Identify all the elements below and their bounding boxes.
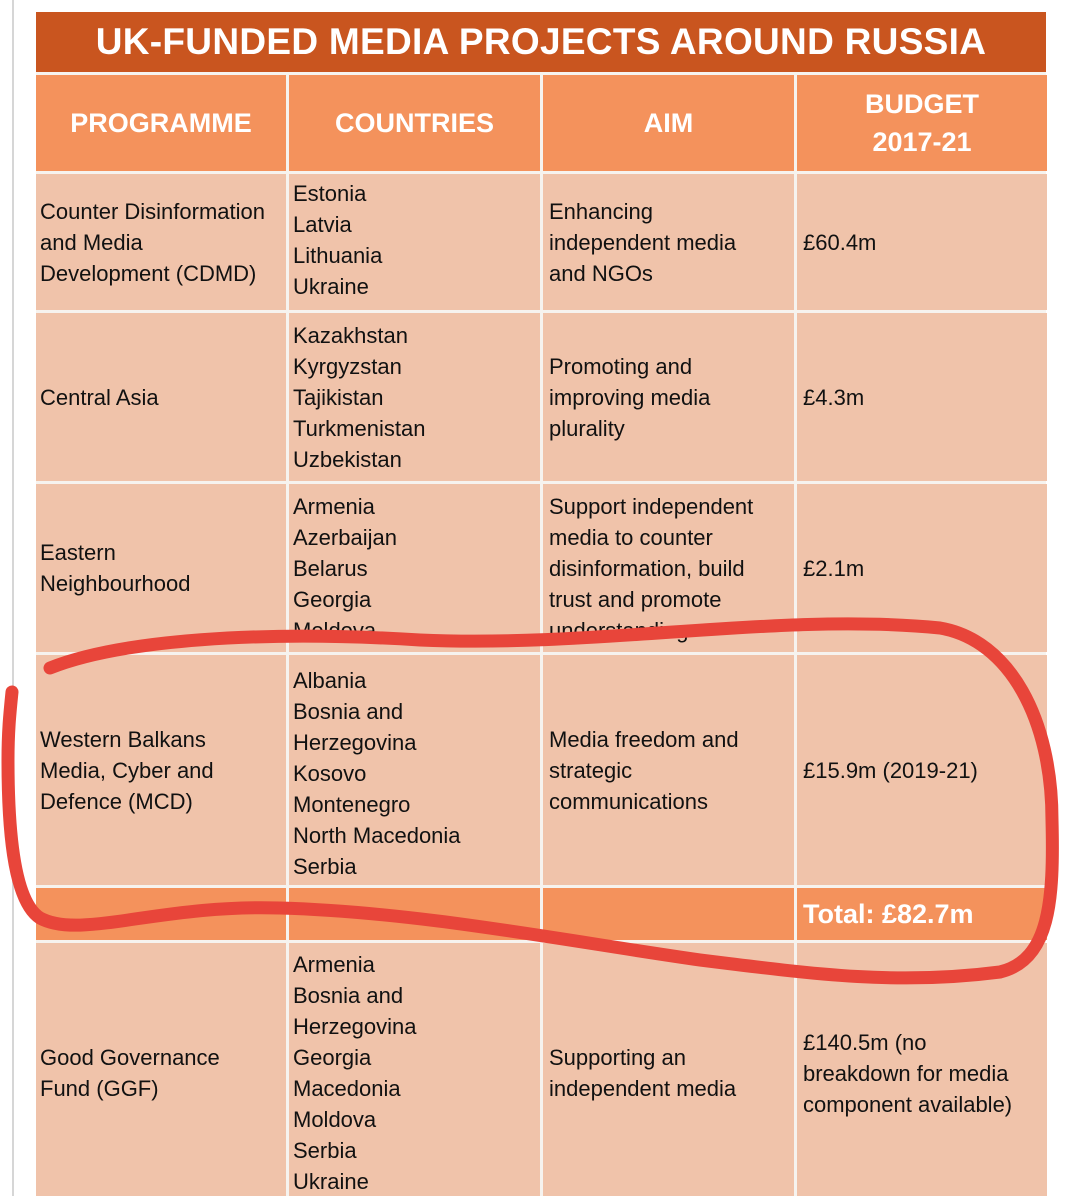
cell-line: component available): [803, 1091, 1013, 1117]
cell-line: strategic: [549, 757, 633, 783]
country-item: Kyrgyzstan: [293, 353, 402, 379]
cell-budget-western-balkans: [797, 655, 1047, 885]
country-item: Uzbekistan: [293, 446, 402, 472]
cell-line: Western Balkans: [40, 726, 206, 752]
total-row-blank-3: [543, 888, 794, 940]
country-item: Ukraine: [293, 274, 369, 299]
left-margin-rule: [12, 0, 14, 1196]
cell-countries-central-asia: [289, 313, 540, 481]
cell-line: Enhancing: [549, 198, 653, 224]
cell-line: Development (CDMD): [40, 260, 257, 286]
cell-budget-cdmd: [797, 174, 1047, 310]
cell-countries-ggf: [289, 943, 540, 1196]
country-item: Armenia: [293, 493, 375, 519]
country-item: Serbia: [293, 853, 357, 879]
cell-line: independent media: [549, 1076, 737, 1101]
country-item: Estonia: [293, 181, 367, 206]
table-title: UK-FUNDED MEDIA PROJECTS AROUND RUSSIA: [36, 12, 1046, 72]
cell-aim-central-asia: [543, 313, 794, 481]
country-item: Kosovo: [293, 760, 367, 786]
cell-programme-ggf: [36, 943, 286, 1196]
cell-line: Fund (GGF): [40, 1076, 159, 1101]
cell-aim-ggf: [543, 943, 794, 1196]
header-programme: PROGRAMME: [36, 75, 286, 171]
country-item: Herzegovina: [293, 1014, 417, 1039]
country-item: Moldova: [293, 1107, 377, 1132]
cell-line: communications: [549, 788, 708, 814]
cell-countries-eastern-neighbourhood: [289, 484, 540, 652]
country-item: Bosnia and: [293, 698, 404, 724]
cell-budget-ggf: [797, 943, 1047, 1196]
cell-line: and Media: [40, 229, 143, 255]
cell-line: Counter Disinformation: [40, 198, 265, 224]
country-item: Belarus: [293, 555, 368, 581]
cell-line: Media freedom and: [549, 726, 739, 752]
header-budget-line1: BUDGET: [865, 89, 979, 119]
cell-line: Support independent: [549, 493, 754, 519]
header-budget-line2: 2017-21: [872, 127, 972, 157]
country-item: Georgia: [293, 586, 372, 612]
header-countries: COUNTRIES: [289, 75, 540, 171]
total-cell: [797, 888, 1047, 940]
cell-programme-eastern-neighbourhood: [36, 484, 286, 652]
cell-line: and NGOs: [549, 260, 653, 286]
cell-budget-eastern-neighbourhood: [797, 484, 1047, 652]
cell-line: understanding: [549, 617, 689, 643]
country-item: Bosnia and: [293, 983, 404, 1008]
country-item: Serbia: [293, 1138, 357, 1163]
total-row-blank-1: [36, 888, 286, 940]
country-item: Armenia: [293, 952, 375, 977]
country-item: Latvia: [293, 212, 352, 237]
cell-budget-central-asia: [797, 313, 1047, 481]
cell-programme-central-asia: [36, 313, 286, 481]
header-aim: AIM: [543, 75, 794, 171]
cell-line: Promoting and: [549, 353, 693, 379]
country-item: North Macedonia: [293, 822, 461, 848]
cell-line: £140.5m (no: [803, 1029, 927, 1055]
country-item: Macedonia: [293, 1076, 401, 1101]
country-item: Azerbaijan: [293, 524, 397, 550]
total-value: Total: £82.7m: [803, 898, 974, 929]
cell-aim-western-balkans: [543, 655, 794, 885]
country-item: Moldova: [293, 617, 377, 643]
table-grid: [36, 72, 1046, 1196]
cell-aim-eastern-neighbourhood: [543, 484, 794, 652]
country-item: Kazakhstan: [293, 322, 408, 348]
cell-line: plurality: [549, 415, 625, 441]
cell-line: Eastern: [40, 540, 116, 565]
cell-line: Central Asia: [40, 384, 159, 410]
country-item: Ukraine: [293, 1169, 369, 1194]
budget-value: £60.4m: [803, 229, 877, 255]
country-item: Montenegro: [293, 791, 411, 817]
cell-countries-cdmd: [289, 174, 540, 310]
country-item: Turkmenistan: [293, 415, 426, 441]
budget-value: £4.3m: [803, 384, 865, 410]
total-row-blank-2: [289, 888, 540, 940]
cell-line: Neighbourhood: [40, 571, 191, 596]
budget-value: £15.9m (2019-21): [803, 757, 978, 783]
cell-line: breakdown for media: [803, 1060, 1009, 1086]
country-item: Georgia: [293, 1045, 372, 1070]
cell-line: Supporting an: [549, 1045, 686, 1070]
header-budget: [797, 75, 1047, 171]
country-item: Lithuania: [293, 243, 383, 268]
cell-programme-cdmd: [36, 174, 286, 310]
cell-line: trust and promote: [549, 586, 722, 612]
cell-line: improving media: [549, 384, 711, 410]
country-item: Tajikistan: [293, 384, 384, 410]
cell-line: Defence (MCD): [40, 788, 193, 814]
cell-aim-cdmd: [543, 174, 794, 310]
cell-countries-western-balkans: [289, 655, 540, 885]
country-item: Herzegovina: [293, 729, 417, 755]
cell-programme-western-balkans: [36, 655, 286, 885]
media-projects-table: [36, 12, 1046, 1194]
cell-line: Good Governance: [40, 1045, 220, 1070]
budget-value: £2.1m: [803, 555, 865, 581]
cell-line: independent media: [549, 229, 737, 255]
cell-line: Media, Cyber and: [40, 757, 214, 783]
cell-line: media to counter: [549, 524, 713, 550]
cell-line: disinformation, build: [549, 555, 745, 581]
country-item: Albania: [293, 667, 367, 693]
